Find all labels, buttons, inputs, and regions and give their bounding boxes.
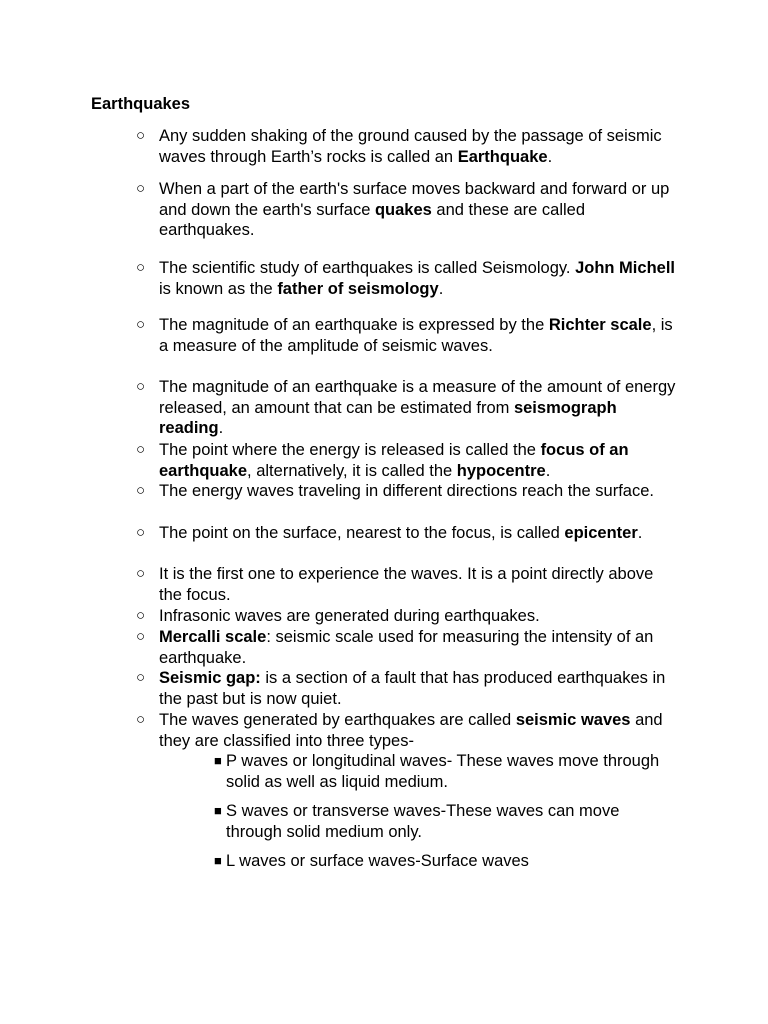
hollow-circle-bullet-icon: ○ xyxy=(136,441,146,458)
hollow-circle-bullet-icon: ○ xyxy=(136,127,146,144)
bold-term: Mercalli scale xyxy=(159,628,267,646)
sub-list-item-text: P waves or longitudinal waves- These waves move through solid as well as liquid medium. xyxy=(226,752,660,791)
text-run: The energy waves traveling in different directions reach the surface. xyxy=(159,482,654,500)
bold-term: hypocentre xyxy=(456,461,546,480)
bold-term: epicenter xyxy=(564,524,638,542)
text-run: The scientific study of earthquakes is called Seismology. xyxy=(159,259,576,277)
hollow-circle-bullet-icon: ○ xyxy=(136,565,146,582)
square-bullet-icon: ■ xyxy=(214,853,222,868)
hollow-circle-bullet-icon: ○ xyxy=(136,628,146,645)
square-bullet-icon: ■ xyxy=(214,753,222,768)
page-title: Earthquakes xyxy=(91,95,191,113)
hollow-circle-bullet-icon: ○ xyxy=(136,524,146,541)
list-item-text xyxy=(159,440,679,481)
bold-term: seismograph reading xyxy=(159,398,617,438)
text-run: is a section of a fault that has produced earthquakes in the past but is now quiet. xyxy=(159,669,666,708)
list-item-text xyxy=(159,377,679,439)
bold-term: Earthquake xyxy=(457,147,548,166)
bold-term: focus of an earthquake xyxy=(159,441,629,480)
bold-term: Seismic gap: xyxy=(159,669,261,687)
text-run: It is the first one to experience the waves. It is a point directly above the focus. xyxy=(159,565,654,604)
text-run: . xyxy=(438,279,444,298)
bold-term: Richter scale xyxy=(548,316,652,334)
hollow-circle-bullet-icon: ○ xyxy=(136,378,146,395)
bold-term: seismic waves xyxy=(515,711,631,729)
list-item-text xyxy=(159,481,679,502)
text-run: : seismic scale used for measuring the intensity of an earthquake. xyxy=(159,628,654,667)
list-item-text xyxy=(159,258,679,299)
bold-term: John Michell xyxy=(575,259,675,277)
text-run: . xyxy=(218,419,224,438)
text-run: . xyxy=(547,147,553,166)
text-run: , alternatively, it is called the xyxy=(247,461,457,480)
hollow-circle-bullet-icon: ○ xyxy=(136,669,146,686)
text-run: is known as the xyxy=(159,279,278,298)
text-run: The point where the energy is released is called the xyxy=(159,441,541,459)
text-run: , is a measure of the amplitude of seismic waves. xyxy=(159,316,673,355)
sub-list-item-text: L waves or surface waves-Surface waves xyxy=(226,852,529,870)
text-run: Any sudden shaking of the ground caused by the passage of seismic waves through Earth’s rocks is called an xyxy=(159,127,662,166)
text-run: The magnitude of an earthquake is expressed by the xyxy=(159,316,549,334)
text-run: The waves generated by earthquakes are called xyxy=(159,711,516,729)
text-run: Infrasonic waves are generated during earthquakes. xyxy=(159,607,540,625)
text-run: . xyxy=(637,524,643,542)
bold-term: father of seismology xyxy=(277,279,439,298)
list-item-text xyxy=(159,668,679,709)
text-run: The point on the surface, nearest to the focus, is called xyxy=(159,524,565,542)
list-item-text xyxy=(159,710,679,751)
bold-term: quakes xyxy=(374,200,432,219)
text-run: When a part of the earth's surface moves backward and forward or up and down the earth's surface xyxy=(159,180,670,219)
hollow-circle-bullet-icon: ○ xyxy=(136,180,146,197)
hollow-circle-bullet-icon: ○ xyxy=(136,482,146,499)
text-run: and they are classified into three types- xyxy=(159,711,663,750)
list-item-text xyxy=(159,179,679,241)
text-run: The magnitude of an earthquake is a measure of the amount of energy released, an amount that can be estimated from xyxy=(159,378,676,417)
hollow-circle-bullet-icon: ○ xyxy=(136,259,146,276)
list-item-text xyxy=(159,523,679,544)
list-item-text xyxy=(159,126,679,167)
square-bullet-icon: ■ xyxy=(214,803,222,818)
list-item-text xyxy=(159,627,679,668)
list-item-text xyxy=(159,315,679,356)
list-item-text xyxy=(159,564,679,605)
text-run: . xyxy=(545,461,551,480)
hollow-circle-bullet-icon: ○ xyxy=(136,711,146,728)
hollow-circle-bullet-icon: ○ xyxy=(136,607,146,624)
sub-list-item-text: S waves or transverse waves-These waves can move through solid medium only. xyxy=(226,802,620,841)
list-item-text xyxy=(159,606,679,627)
hollow-circle-bullet-icon: ○ xyxy=(136,316,146,333)
text-run: and these are called earthquakes. xyxy=(159,200,586,240)
